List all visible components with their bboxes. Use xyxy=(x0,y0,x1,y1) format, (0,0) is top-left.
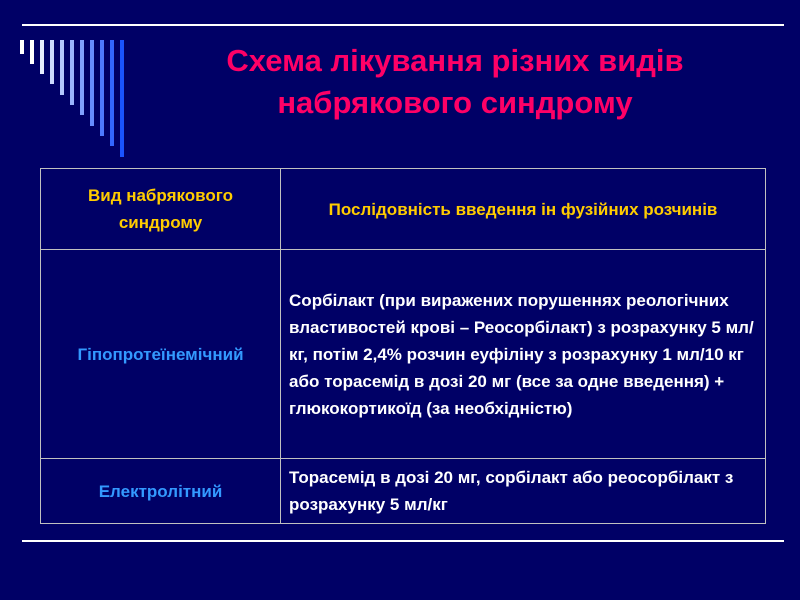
decorative-bar xyxy=(120,40,124,157)
top-divider-line xyxy=(22,24,784,26)
bottom-divider-line xyxy=(22,540,784,542)
decorative-bar xyxy=(70,40,74,105)
slide-title-line-1: Схема лікування різних видів xyxy=(226,43,684,78)
header-infusion-sequence: Послідовність введення ін фузійних розчинів xyxy=(281,169,766,250)
table-row xyxy=(41,250,766,459)
header-edema-type: Вид набрякового синдрому xyxy=(41,169,281,250)
cell-edema-type: Електролітний xyxy=(41,459,281,524)
cell-treatment: Торасемід в дозі 20 мг, сорбілакт або реосорбілакт з розрахунку 5 мл/кг xyxy=(281,459,766,524)
decorative-bar xyxy=(90,40,94,126)
cell-treatment: Сорбілакт (при виражених порушеннях реологічних властивостей крові – Реосорбілакт) з розрахунку 5 мл/кг, потім 2,4% розчин еуфіліну з розрахунку 1 мл/10 кг або торасемід в дозі 20 мг (все за одне введення) + глюкокортикоїд (за необхідністю) xyxy=(281,250,766,459)
decorative-bar xyxy=(40,40,44,74)
decorative-bars xyxy=(20,40,140,170)
decorative-bar xyxy=(110,40,114,146)
cell-edema-type: Гіпопротеїнемічний xyxy=(41,250,281,459)
slide-title-line-2: набрякового синдрому xyxy=(277,85,633,120)
decorative-bar xyxy=(100,40,104,136)
decorative-bar xyxy=(60,40,64,95)
decorative-bar xyxy=(80,40,84,115)
table-row xyxy=(41,459,766,524)
table-header-row xyxy=(41,169,766,250)
decorative-bar xyxy=(30,40,34,64)
slide-title xyxy=(145,40,765,124)
decorative-bar xyxy=(50,40,54,84)
decorative-bar xyxy=(20,40,24,54)
treatment-table xyxy=(40,168,766,524)
